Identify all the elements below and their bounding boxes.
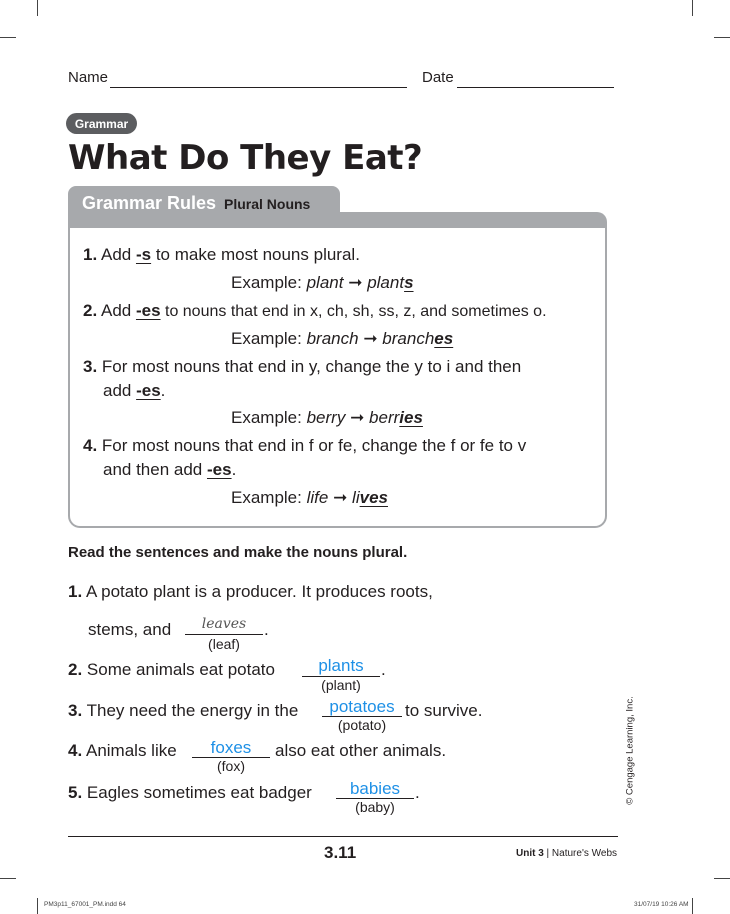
- rule-4-cont: and then add -es.: [103, 460, 237, 479]
- arrow-icon: ➞: [350, 408, 365, 427]
- crop-mark: [714, 878, 730, 879]
- hint-3: (potato): [337, 717, 387, 733]
- hint-4: (fox): [217, 758, 245, 774]
- crop-mark: [37, 0, 38, 16]
- question-5-post: .: [415, 783, 420, 802]
- crop-mark: [0, 37, 16, 38]
- rule-4: 4. For most nouns that end in f or fe, change the f or fe to v: [83, 436, 527, 455]
- hint-2: (plant): [321, 677, 361, 693]
- answer-1[interactable]: leaves: [201, 616, 247, 632]
- hint-5: (baby): [355, 799, 395, 815]
- rule-3-example: Example: berry ➞ berries: [231, 408, 423, 427]
- answer-3[interactable]: potatoes: [329, 697, 395, 716]
- rule-3: 3. For most nouns that end in y, change the y to i and then: [83, 357, 522, 376]
- copyright: © Cengage Learning, Inc.: [624, 696, 636, 805]
- blank-1: [185, 634, 263, 635]
- question-1-post: .: [264, 620, 269, 639]
- name-label: Name: [68, 69, 109, 86]
- question-2: 2. Some animals eat potato: [68, 660, 275, 679]
- rule-1: 1. Add -s to make most nouns plural.: [83, 245, 360, 264]
- rules-subheading: Plural Nouns: [224, 196, 311, 212]
- rule-2-example: Example: branch ➞ branches: [231, 329, 454, 348]
- rules-heading: Grammar Rules: [82, 193, 217, 213]
- question-4: 4. Animals like: [68, 741, 177, 760]
- grammar-badge: Grammar: [66, 113, 137, 134]
- question-3: 3. They need the energy in the: [68, 701, 299, 720]
- unit-label: Unit 3 | Nature's Webs: [516, 848, 618, 859]
- question-2-post: .: [381, 660, 386, 679]
- arrow-icon: ➞: [363, 329, 378, 348]
- rule-1-example: Example: plant ➞ plants: [231, 273, 414, 292]
- question-4-post: also eat other animals.: [275, 741, 447, 760]
- answer-5[interactable]: babies: [349, 779, 401, 798]
- footer-rule: [68, 836, 618, 837]
- crop-mark: [37, 898, 38, 914]
- instructions: Read the sentences and make the nouns plural.: [68, 544, 408, 561]
- hint-1: (leaf): [208, 636, 240, 652]
- name-field[interactable]: [110, 87, 407, 88]
- question-1-cont: stems, and: [88, 620, 172, 639]
- question-5: 5. Eagles sometimes eat badger: [68, 783, 312, 802]
- question-1: 1. A potato plant is a producer. It produces roots,: [68, 582, 433, 601]
- arrow-icon: ➞: [333, 488, 348, 507]
- page-number: 3.11: [324, 843, 357, 862]
- arrow-icon: ➞: [348, 273, 363, 292]
- answer-4[interactable]: foxes: [210, 738, 252, 757]
- rule-2: 2. Add -es to nouns that end in x, ch, sh, ss, z, and sometimes o.: [83, 301, 547, 320]
- rule-3-cont: add -es.: [103, 381, 166, 400]
- answer-2[interactable]: plants: [318, 656, 364, 675]
- crop-mark: [692, 898, 693, 914]
- slug-file: PM3p11_67001_PM.indd 64: [44, 901, 126, 908]
- crop-mark: [714, 37, 730, 38]
- rule-4-example: Example: life ➞ lives: [231, 488, 388, 507]
- date-label: Date: [422, 69, 454, 86]
- crop-mark: [0, 878, 16, 879]
- crop-mark: [692, 0, 693, 16]
- slug-date: 31/07/19 10:26 AM: [634, 901, 689, 908]
- page-title: What Do They Eat?: [68, 138, 423, 178]
- date-field[interactable]: [457, 87, 614, 88]
- question-3-post: to survive.: [405, 701, 483, 720]
